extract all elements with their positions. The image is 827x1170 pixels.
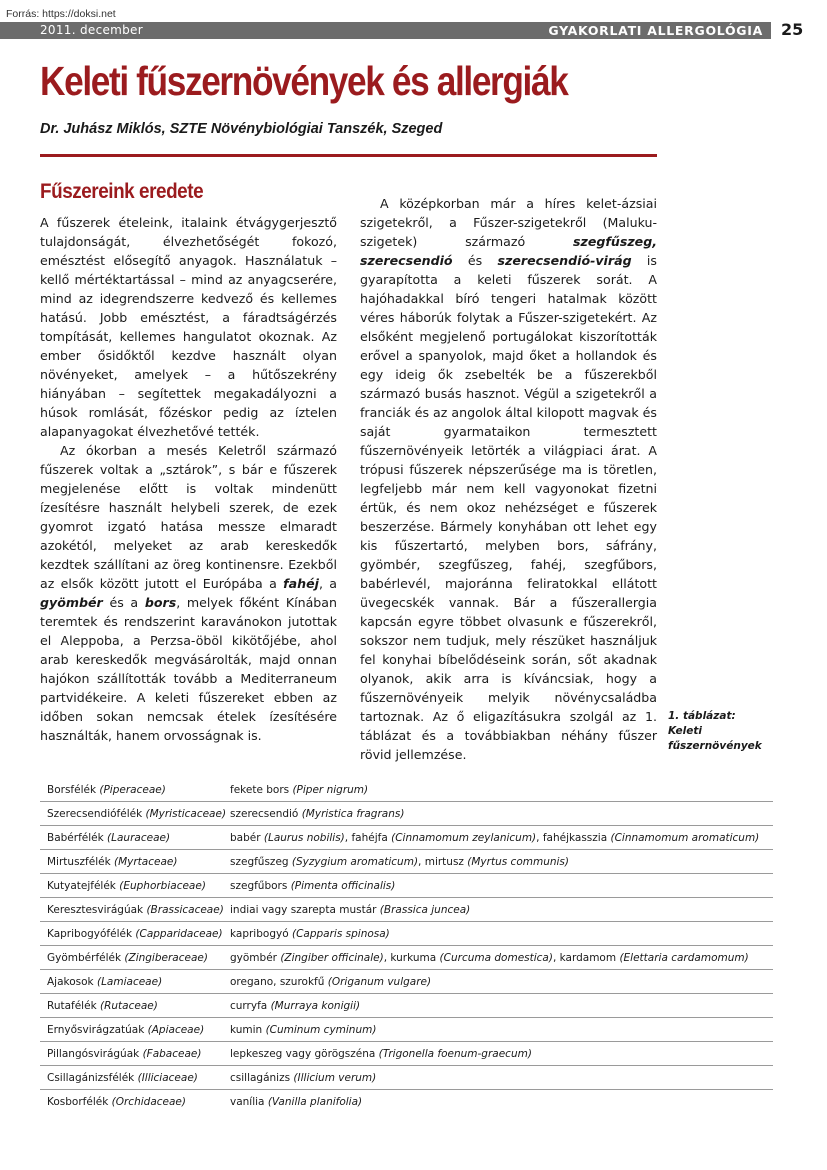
plant-family: Csillagánizsfélék (Illiciaceae) — [47, 1071, 198, 1084]
plant-family: Gyömbérfélék (Zingiberaceae) — [47, 951, 208, 964]
table-caption: 1. táblázat: Keleti fűszernövények — [668, 710, 762, 752]
spice-table — [40, 778, 773, 1114]
plant-family: Szerecsendiófélék (Myristicaceae) — [47, 807, 227, 820]
paragraph: A fűszerek ételeink, italaink étvágygerjesztő tulajdonságát, élvezhetőségét fokozó, emésztést elősegítő anyagok. Használatuk – kellő mértéktartással – mind az anyagcserére, mind az idegrendszerre kedvező és kellemes hatású. Jobb emésztést, a fáradtságérzés tompítását, kellemes hangulatot okoznak. Az ember ősidőktől kezdve használt olyan növényeket, amelyek – a hűtőszekrény hiányában – segítettek megakadályozni a húsok romlását, főzéskor pedig az íztelen alapanyagokat élvezhetővé tették. — [40, 215, 337, 439]
left-column — [40, 213, 337, 745]
table-row — [40, 874, 773, 898]
source-note: Forrás: https://doksi.net — [6, 8, 116, 20]
table-row — [40, 898, 773, 922]
spice-species: csillagánizs (Illicium verum) — [230, 1071, 377, 1084]
paragraph: A középkorban már a híres kelet-ázsiai szigetekről, a Fűszer-szigetekről (Maluku-szigetek) származó szegfűszeg, szerecsendió és szerecsendió-virág is gyarapította a keleti fűszerek sorát. A hajóhadakkal bíró tengeri hatalmak között véres háborúk folytak a Fűszer-szigetekért. Az elsőként megjelenő portugálokat kiszorították erővel a spanyolok, majd őket a hollandok és egy ideig ők zsebelték be a fűszerekből származó busás hasznot. Végül a szigetekről a franciák és az angolok által kilopott magvak és saját gyarmataikon termesztett fűszernövényeik letörték a világpiaci árat. A trópusi fűszerek népszerűsége ma is töretlen, legfeljebb már nem kell vagyonokat fizetni értük, és nem okoz nehézséget e fűszerek beszerzése. Bármely konyhában ott lehet egy kis fűszertartó, melyben bors, sáfrány, gyömbér, szegfűszeg, fahéj, szegfűbors, babérlevél, majoránna feliratokkal ellátott üvegecskék vannak. Bár a fűszerallergia kapcsán egyre többet olvasunk e fűszerekről, sokszor nem tudjuk, mely részüket használjuk fel konyhai bíbelődéseink során, sőt akadnak olyanok, akik arra is kíváncsiak, hogy a fűszernövényeik melyik növénycsaládba tartoznak. Az ő eligazításukra szolgál az 1. táblázat és a továbbiakban néhány fűszer rövid jellemzése. — [360, 196, 657, 762]
article-title: Keleti fűszernövények és allergiák — [40, 58, 568, 104]
table-row — [40, 1066, 773, 1090]
page-number: 25 — [781, 20, 804, 39]
spice-species: indiai vagy szarepta mustár (Brassica juncea) — [230, 903, 471, 916]
section-heading: Fűszereink eredete — [40, 180, 204, 203]
spice-species: szerecsendió (Myristica fragrans) — [230, 807, 405, 820]
plant-family: Ajakosok (Lamiaceae) — [47, 975, 163, 988]
spice-species: babér (Laurus nobilis), fahéjfa (Cinnamomum zeylanicum), fahéjkasszia (Cinnamomum aromaticum) — [230, 831, 760, 844]
table-row — [40, 1042, 773, 1066]
plant-family: Keresztesvirágúak (Brassicaceae) — [47, 903, 224, 916]
table-row — [40, 970, 773, 994]
header-bar — [0, 22, 771, 39]
table-row — [40, 1090, 773, 1114]
issue-date: 2011. december — [40, 23, 143, 37]
table-row — [40, 994, 773, 1018]
plant-family: Pillangósvirágúak (Fabaceae) — [47, 1047, 202, 1060]
plant-family: Kutyatejfélék (Euphorbiaceae) — [47, 879, 206, 892]
table-row — [40, 826, 773, 850]
spice-species: curryfa (Murraya konigii) — [230, 999, 361, 1012]
spice-species: fekete bors (Piper nigrum) — [230, 783, 369, 796]
journal-section: GYAKORLATI ALLERGOLÓGIA — [548, 23, 763, 38]
paragraph: Az ókorban a mesés Keletről származó fűszerek voltak a „sztárok”, s bár e fűszerek megjelenése előtt is voltak mindenütt ízesítésre használt helybeli szerek, de ezek gyomrot izgató hatása messze elmaradt azokétól, melyeket az arab kereskedők kezdtek szállítani az öreg kontinensre. Ezekből az elsők között jutott el Európába a fahéj, a gyömbér és a bors, melyek főként Kínában teremtek és rendszerint karavánokon jutottak el Aleppoba, a Perzsa-öböl kikötőjébe, ahol arab kereskedők megvásárolták, majd onnan hajókon szállították tovább a Mediterraneum partvidékeire. A keleti fűszereket ebben az időben sokan nemcsak ételek ízesítésére használták, hanem orvosságnak is. — [40, 443, 337, 743]
plant-family: Babérfélék (Lauraceae) — [47, 831, 171, 844]
spice-species: gyömbér (Zingiber officinale), kurkuma (Curcuma domestica), kardamom (Elettaria cardamomum) — [230, 951, 749, 964]
highlight-term: bors — [144, 595, 177, 610]
table-row — [40, 778, 773, 802]
spice-species: kapribogyó (Capparis spinosa) — [230, 927, 390, 940]
spice-species: szegfűbors (Pimenta officinalis) — [230, 879, 396, 892]
highlight-term: fahéj — [283, 576, 319, 591]
title-divider — [40, 154, 657, 157]
table-row — [40, 850, 773, 874]
plant-family: Borsfélék (Piperaceae) — [47, 783, 166, 796]
spice-species: lepkeszeg vagy görögszéna (Trigonella foenum-graecum) — [230, 1047, 532, 1060]
highlight-term: szerecsendió-virág — [497, 253, 632, 268]
spice-species: kumin (Cuminum cyminum) — [230, 1023, 377, 1036]
spice-species: vanília (Vanilla planifolia) — [230, 1096, 363, 1108]
plant-family: Ernyősvirágzatúak (Apiaceae) — [47, 1023, 205, 1036]
plant-family: Rutafélék (Rutaceae) — [47, 999, 158, 1012]
table-row — [40, 1018, 773, 1042]
table-row — [40, 802, 773, 826]
highlight-term: gyömbér — [40, 595, 103, 610]
highlight-term: szegfűszeg, szerecsendió — [360, 234, 657, 268]
table-row — [40, 922, 773, 946]
right-column — [360, 194, 657, 764]
plant-family: Mirtuszfélék (Myrtaceae) — [47, 855, 178, 868]
article-author: Dr. Juhász Miklós, SZTE Növénybiológiai Tanszék, Szeged — [40, 121, 443, 137]
table-row — [40, 946, 773, 970]
spice-species: szegfűszeg (Syzygium aromaticum), mirtusz (Myrtus communis) — [230, 855, 569, 868]
spice-species: oregano, szurokfű (Origanum vulgare) — [230, 975, 432, 988]
plant-family: Kosborfélék (Orchidaceae) — [47, 1096, 186, 1108]
plant-family: Kapribogyófélék (Capparidaceae) — [47, 927, 223, 940]
